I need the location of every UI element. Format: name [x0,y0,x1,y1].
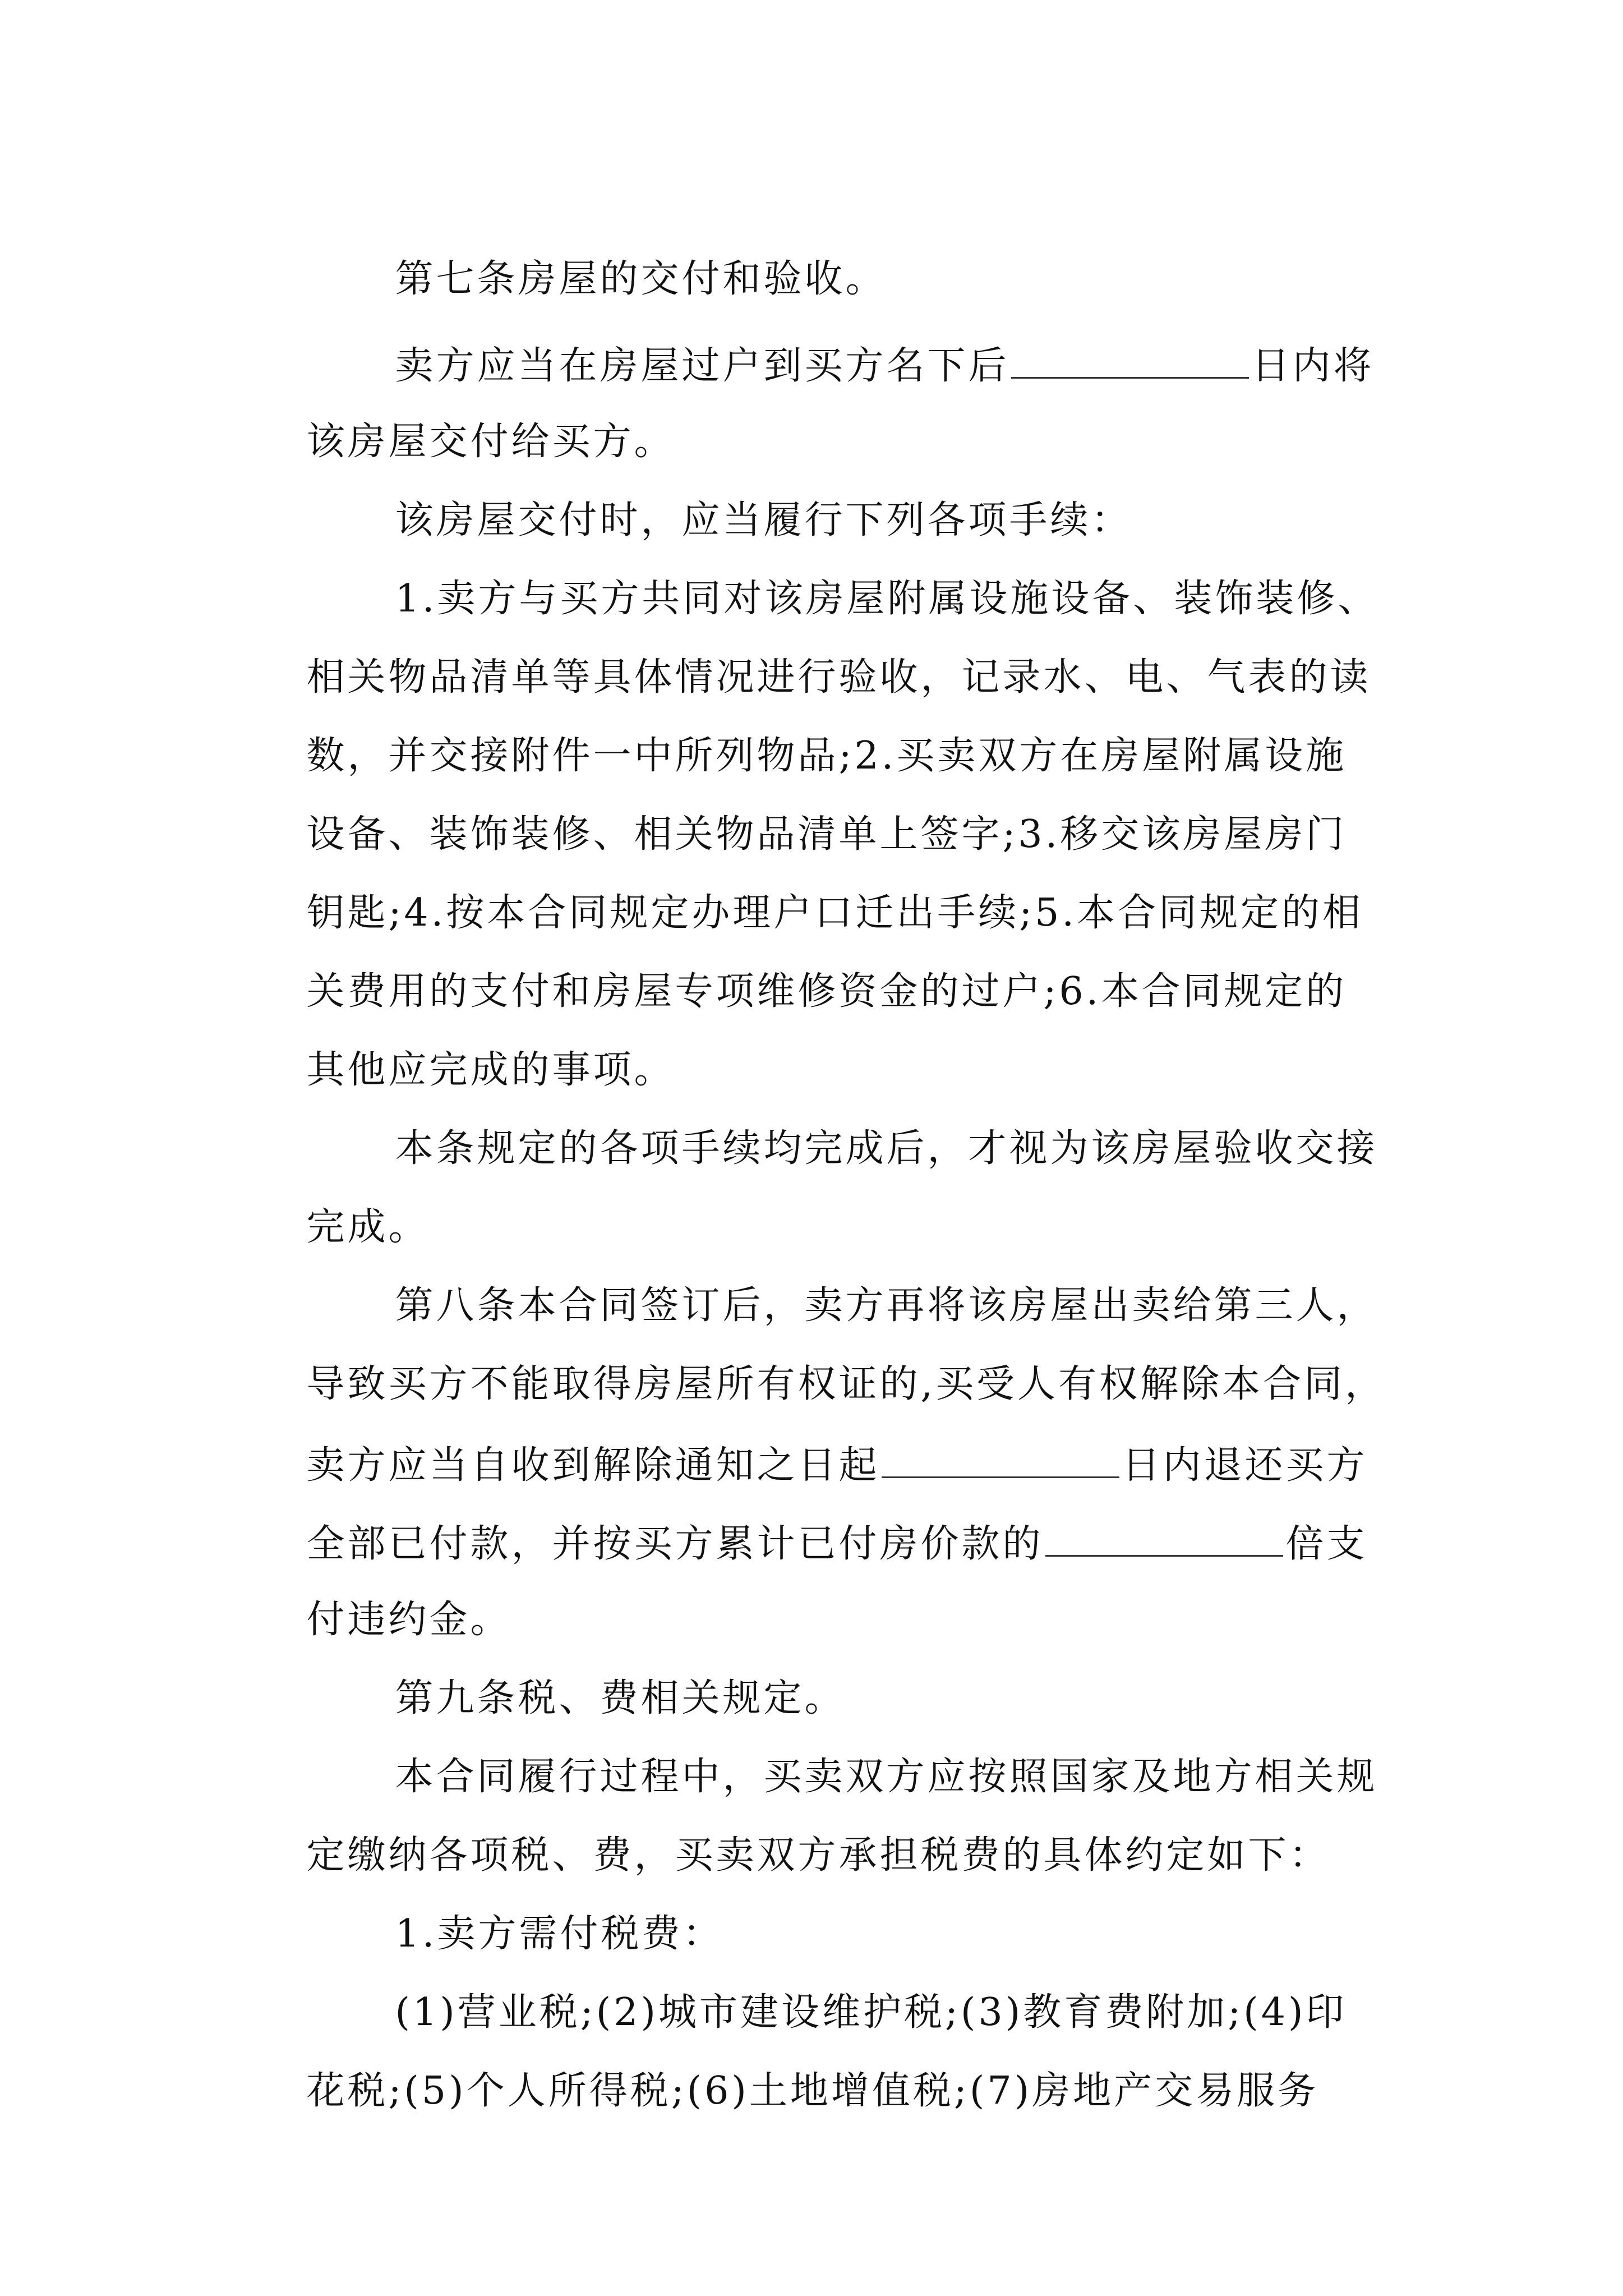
paragraph-line [335,453,1132,542]
text-line: 花税;(5)个人所得税;(6)土地增值税;(7)房地产交易服务 [306,2069,1319,2113]
text-line: 倍支 [1285,1522,1368,1566]
text-line: 卖方应当在房屋过户到买方名下后 [395,344,1009,388]
paragraph-line [335,1710,1378,1799]
article-7-heading [335,212,887,301]
text-line: 数，并交接附件一中所列物品;2.买卖双方在房屋附属设施 [306,734,1347,778]
paragraph-line [247,1553,511,1642]
paragraph-line [247,1160,430,1249]
paragraph-line [247,1317,1386,1406]
text-line: (1)营业税;(2)城市建设维护税;(3)教育费附加;(4)印 [395,1990,1347,2035]
text-line: 完成。 [306,1205,430,1249]
paragraph-line [247,1396,1368,1488]
paragraph-line [247,1474,1368,1566]
paragraph-line [247,1788,1330,1878]
text-line: 1.卖方需付税费： [395,1912,724,1956]
text-line: 付违约金。 [306,1598,511,1642]
text-line: 日内退还买方 [1122,1443,1368,1488]
article-9-heading [335,1631,846,1720]
text-line: 相关物品清单等具体情况进行验收，记录水、电、气表的读 [306,655,1371,700]
text-line: 设备、装饰装修、相关物品清单上签字;3.移交该房屋房门 [306,812,1347,857]
text-line: 卖方应当自收到解除通知之日起 [306,1443,880,1488]
text-line: 本条规定的各项手续均完成后，才视为该房屋验收交接 [395,1126,1378,1171]
paragraph-line [335,296,1375,388]
text-line: 该房屋交付时，应当履行下列各项手续： [395,498,1132,542]
paragraph-line [247,2024,1319,2113]
paragraph-line [247,1003,675,1092]
paragraph-line [335,1082,1378,1171]
text-line: 其他应完成的事项。 [306,1048,675,1092]
text-line: 定缴纳各项税、费，买卖双方承担税费的具体约定如下： [306,1833,1330,1878]
text-line: 1.卖方与买方共同对该房屋附属设施设备、装饰装修、 [395,577,1379,621]
text-line: 第九条税、费相关规定。 [395,1676,846,1720]
text-line: 导致买方不能取得房屋所有权证的,买受人有权解除本合同， [306,1362,1386,1406]
text-line: 日内将 [1251,344,1375,388]
paragraph-line [247,767,1347,857]
article-8-line [335,1239,1378,1328]
text-line: 第八条本合同签订后，卖方再将该房屋出卖给第三人， [395,1283,1378,1328]
list-item-line [335,1867,724,1956]
paragraph-line [247,610,1371,700]
text-line: 本合同履行过程中，买卖双方应按照国家及地方相关规 [395,1755,1378,1799]
list-item-line [335,1945,1347,2035]
text-line: 第七条房屋的交付和验收。 [395,257,887,301]
paragraph-line [247,375,675,464]
fill-in-blank [882,1441,1119,1478]
fill-in-blank [1011,341,1249,379]
text-line: 钥匙;4.按本合同规定办理户口迁出手续;5.本合同规定的相 [306,891,1364,935]
list-item-line [335,532,1379,621]
text-line: 关费用的支付和房屋专项维修资金的过户;6.本合同规定的 [306,969,1347,1014]
fill-in-blank [1045,1519,1283,1557]
text-line: 全部已付款，并按买方累计已付房价款的 [306,1522,1044,1566]
paragraph-line [247,924,1347,1014]
text-line: 该房屋交付给买方。 [306,420,675,464]
paragraph-line [247,846,1364,935]
paragraph-line [247,689,1347,778]
